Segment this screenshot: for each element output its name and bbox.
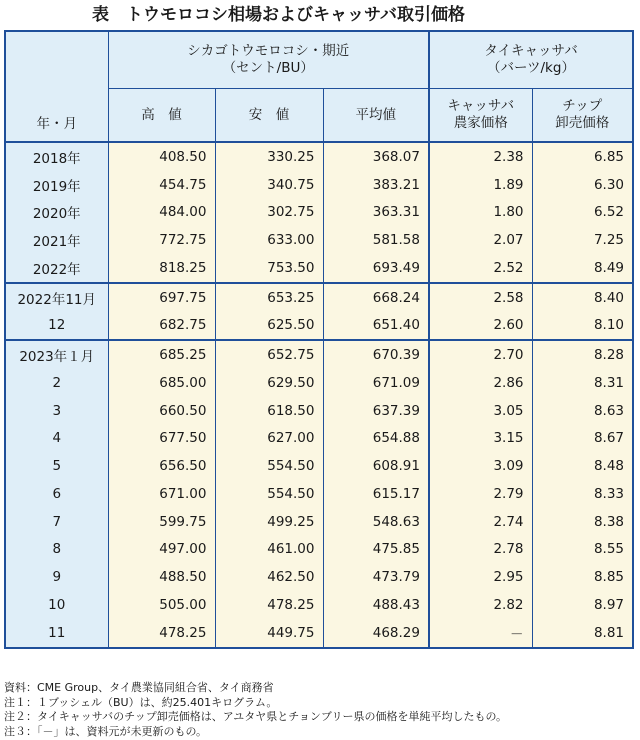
cell-farm-price: 2.86	[429, 369, 532, 397]
note-1: 注１：１ブッシェル（BU）は、約25.401キログラム。	[4, 695, 278, 709]
table-row	[5, 452, 633, 480]
cell-high: 677.50	[108, 425, 215, 453]
table-row	[5, 480, 633, 508]
table-row	[5, 425, 633, 453]
row-label: 2021年	[5, 226, 108, 254]
row-label: 6	[5, 480, 108, 508]
price-table	[4, 30, 634, 649]
table-row	[5, 254, 633, 283]
cell-chip-price: 8.48	[532, 452, 633, 480]
table-row	[5, 171, 633, 199]
cell-chip-price: 8.40	[532, 283, 633, 312]
cell-average: 383.21	[323, 171, 429, 199]
cell-high: 656.50	[108, 452, 215, 480]
cell-farm-price: 2.82	[429, 591, 532, 619]
cell-low: 478.25	[215, 591, 323, 619]
header-chip-price: チップ 卸売価格	[532, 89, 633, 143]
cell-average: 468.29	[323, 619, 429, 648]
cell-high: 599.75	[108, 508, 215, 536]
cell-low: 625.50	[215, 312, 323, 341]
row-label: 7	[5, 508, 108, 536]
header-average: 平均値	[323, 89, 429, 143]
cell-farm-price: 3.15	[429, 425, 532, 453]
cell-low: 449.75	[215, 619, 323, 648]
cell-average: 363.31	[323, 199, 429, 227]
cell-chip-price: 8.85	[532, 563, 633, 591]
cell-average: 670.39	[323, 340, 429, 369]
table-row	[5, 563, 633, 591]
cell-chip-price: 7.25	[532, 226, 633, 254]
header-thai-line2: （バーツ/kg）	[487, 60, 575, 76]
cell-farm-price: 2.52	[429, 254, 532, 283]
cell-average: 581.58	[323, 226, 429, 254]
cell-high: 818.25	[108, 254, 215, 283]
header-year-month: 年・月	[5, 31, 108, 142]
cell-farm-price: 2.60	[429, 312, 532, 341]
cell-high: 488.50	[108, 563, 215, 591]
cell-chip-price: 6.52	[532, 199, 633, 227]
row-label: 2019年	[5, 171, 108, 199]
cell-farm-price: 2.58	[429, 283, 532, 312]
cell-chip-price: 6.85	[532, 142, 633, 171]
row-label: 2018年	[5, 142, 108, 171]
cell-high: 497.00	[108, 536, 215, 564]
cell-chip-price: 6.30	[532, 171, 633, 199]
cell-low: 302.75	[215, 199, 323, 227]
cell-low: 618.50	[215, 397, 323, 425]
cell-average: 548.63	[323, 508, 429, 536]
row-label: 12	[5, 312, 108, 341]
table-row	[5, 199, 633, 227]
table-row	[5, 369, 633, 397]
cell-average: 637.39	[323, 397, 429, 425]
row-label: 4	[5, 425, 108, 453]
cell-low: 461.00	[215, 536, 323, 564]
cell-chip-price: 8.67	[532, 425, 633, 453]
cell-low: 499.25	[215, 508, 323, 536]
row-label: 3	[5, 397, 108, 425]
cell-low: 554.50	[215, 452, 323, 480]
table-row	[5, 283, 633, 312]
table-row	[5, 312, 633, 341]
cell-chip-price: 8.10	[532, 312, 633, 341]
table-row	[5, 591, 633, 619]
cell-chip-price: 8.81	[532, 619, 633, 648]
cell-high: 505.00	[108, 591, 215, 619]
cell-average: 615.17	[323, 480, 429, 508]
cell-chip-price: 8.33	[532, 480, 633, 508]
cell-chip-price: 8.55	[532, 536, 633, 564]
row-label: 5	[5, 452, 108, 480]
row-label: 11	[5, 619, 108, 648]
header-high: 高 値	[108, 89, 215, 143]
header-chicago-line2: （セント/BU）	[222, 60, 314, 76]
row-label: 2023年１月	[5, 340, 108, 369]
cell-farm-price: 3.09	[429, 452, 532, 480]
cell-average: 608.91	[323, 452, 429, 480]
row-label: 8	[5, 536, 108, 564]
cell-average: 654.88	[323, 425, 429, 453]
table-row	[5, 536, 633, 564]
header-low: 安 値	[215, 89, 323, 143]
cell-high: 697.75	[108, 283, 215, 312]
cell-farm-price: 2.38	[429, 142, 532, 171]
header-thai-line1: タイキャッサバ	[484, 43, 578, 59]
row-label: 2022年11月	[5, 283, 108, 312]
cell-farm-price: 1.80	[429, 199, 532, 227]
cell-low: 653.25	[215, 283, 323, 312]
cell-average: 671.09	[323, 369, 429, 397]
row-label: 2020年	[5, 199, 108, 227]
cell-average: 473.79	[323, 563, 429, 591]
cell-farm-price: 2.78	[429, 536, 532, 564]
cell-low: 627.00	[215, 425, 323, 453]
cell-farm-price: 1.89	[429, 171, 532, 199]
row-label: 2022年	[5, 254, 108, 283]
cell-low: 330.25	[215, 142, 323, 171]
cell-farm-price: 2.79	[429, 480, 532, 508]
cell-low: 554.50	[215, 480, 323, 508]
cell-high: 685.00	[108, 369, 215, 397]
table-row	[5, 340, 633, 369]
table-row	[5, 397, 633, 425]
cell-farm-price: 2.70	[429, 340, 532, 369]
cell-chip-price: 8.97	[532, 591, 633, 619]
note-source: 資料：CME Group、タイ農業協同組合省、タイ商務省	[4, 681, 274, 694]
row-label: 10	[5, 591, 108, 619]
table-row	[5, 226, 633, 254]
table-body	[5, 142, 633, 648]
note-3: 注３：「－」は、資料元が未更新のもの。	[4, 724, 208, 738]
row-label: 2	[5, 369, 108, 397]
cell-low: 462.50	[215, 563, 323, 591]
cell-chip-price: 8.31	[532, 369, 633, 397]
cell-low: 629.50	[215, 369, 323, 397]
cell-chip-price: 8.38	[532, 508, 633, 536]
cell-high: 660.50	[108, 397, 215, 425]
header-thai-cassava	[429, 31, 633, 89]
table-row	[5, 508, 633, 536]
cell-farm-price: 2.74	[429, 508, 532, 536]
table-row	[5, 142, 633, 171]
cell-farm-price: 2.95	[429, 563, 532, 591]
cell-average: 693.49	[323, 254, 429, 283]
cell-farm-price: 2.07	[429, 226, 532, 254]
cell-average: 668.24	[323, 283, 429, 312]
row-label: 9	[5, 563, 108, 591]
cell-high: 454.75	[108, 171, 215, 199]
cell-high: 478.25	[108, 619, 215, 648]
cell-chip-price: 8.49	[532, 254, 633, 283]
cell-farm-price: －	[429, 619, 532, 648]
cell-average: 488.43	[323, 591, 429, 619]
table-title: 表 トウモロコシ相場およびキャッサバ取引価格	[92, 5, 465, 25]
cell-high: 682.75	[108, 312, 215, 341]
note-2: 注２：タイキャッサバのチップ卸売価格は、アユタヤ県とチョンブリー県の価格を単純平均したもの。	[4, 710, 508, 723]
cell-high: 484.00	[108, 199, 215, 227]
cell-high: 685.25	[108, 340, 215, 369]
cell-average: 475.85	[323, 536, 429, 564]
cell-high: 671.00	[108, 480, 215, 508]
cell-average: 651.40	[323, 312, 429, 341]
cell-low: 652.75	[215, 340, 323, 369]
cell-high: 772.75	[108, 226, 215, 254]
header-chicago-line1: シカゴトウモロコシ・期近	[187, 43, 350, 59]
cell-low: 340.75	[215, 171, 323, 199]
cell-chip-price: 8.28	[532, 340, 633, 369]
cell-high: 408.50	[108, 142, 215, 171]
header-chicago-corn	[108, 31, 429, 89]
footnotes	[4, 681, 636, 739]
cell-chip-price: 8.63	[532, 397, 633, 425]
cell-low: 753.50	[215, 254, 323, 283]
table-row	[5, 619, 633, 648]
cell-average: 368.07	[323, 142, 429, 171]
cell-farm-price: 3.05	[429, 397, 532, 425]
cell-low: 633.00	[215, 226, 323, 254]
header-farm-price: キャッサバ 農家価格	[429, 89, 532, 143]
